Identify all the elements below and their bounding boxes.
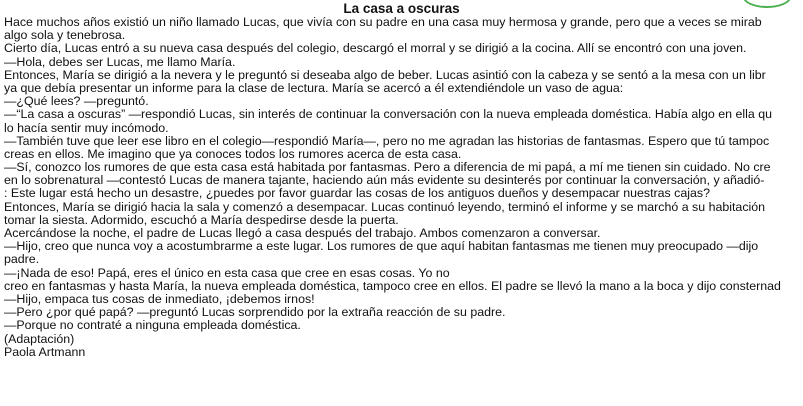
text-line: algo sola y tenebrosa. <box>4 28 126 43</box>
text-line: —Hola, debes ser Lucas, me llamo María. <box>4 54 236 69</box>
text-line: ya que debía presentar un informe para la clase de lectura. María se acercó a él extendiéndole un vaso de agua: <box>4 80 624 95</box>
text-line: —¿Qué lees? —preguntó. <box>4 94 149 109</box>
text-line: creas en ellos. Me imagino que ya conoces todos los rumores acerca de esta casa. <box>4 146 462 161</box>
document-title: La casa a oscuras <box>343 1 460 16</box>
text-line: Entonces, María se dirigió hacia la sala y comenzó a desempacar. Lucas continuó leyendo, terminó el informe y se marchó a su habitación <box>4 199 766 214</box>
text-line: creo en fantasmas y hasta María, la nueva empleada doméstica, tampoco cree en ellos. El padre se llevó la mano a la boca y dijo consternad <box>4 278 781 293</box>
text-line: —Hijo, creo que nunca voy a acostumbrarme a este lugar. Los rumores de que aquí habitan fantasmas me tienen muy preocupado —dijo <box>4 239 759 254</box>
text-line: tomar la siesta. Adormido, escuchó a María despedirse desde la puerta. <box>4 212 399 227</box>
text-line: Entonces, María se dirigió a la nevera y le preguntó si deseaba algo de beber. Lucas asintió con la cabeza y se sentó a la mesa con un libr <box>4 67 766 82</box>
text-line: : Este lugar está hecho un desastre, ¿puedes por favor guardar las cosas de los antiguos dueños y desempacar nuestras cajas? <box>4 186 710 201</box>
document-text <box>4 16 803 359</box>
text-line: —Pero ¿por qué papá? —preguntó Lucas sorprendido por la extraña reacción de su padre. <box>4 305 506 320</box>
text-line: —Hijo, empaca tus cosas de inmediato, ¡debemos irnos! <box>4 291 315 306</box>
text-line: en lo sobrenatural —contestó Lucas de manera tajante, haciendo aún más evidente su desinterés por continuar la conversación, y añadió- <box>4 173 765 188</box>
text-line: padre. <box>4 252 40 267</box>
text-line: —¡Nada de eso! Papá, eres el único en esta casa que cree en esas cosas. Yo no <box>4 265 450 280</box>
text-line: Acercándose la noche, el padre de Lucas llegó a casa después del trabajo. Ambos comenzaron a conversar. <box>4 226 601 240</box>
text-line: —Sí, conozco los rumores de que esta casa está habitada por fantasmas. Pero a diferencia de mi papá, a mí me tienen sin cuidado. No cre <box>4 160 771 175</box>
text-line: lo hacía sentir muy incómodo. <box>4 120 169 135</box>
text-line: —“La casa a oscuras” —respondió Lucas, sin interés de continuar la conversación con la nueva empleada doméstica. Había algo en ella qu <box>4 107 772 122</box>
text-line: Paola Artmann <box>4 344 86 359</box>
text-line: —Porque no contraté a ninguna empleada doméstica. <box>4 318 301 333</box>
text-line: (Adaptación) <box>4 331 75 346</box>
text-line: Hace muchos años existió un niño llamado Lucas, que vivía con su padre en una casa muy hermosa y grande, pero que a veces se mirab <box>4 15 762 29</box>
text-line: Cierto día, Lucas entró a su nueva casa después del colegio, descargó el morral y se dirigió a la cocina. Allí se encontró con una joven. <box>4 41 747 56</box>
document-body <box>4 1 803 359</box>
text-line: —También tuve que leer ese libro en el colegio—respondió María—, pero no me agradan las historias de fantasmas. Espero que tú tampoc <box>4 133 770 148</box>
